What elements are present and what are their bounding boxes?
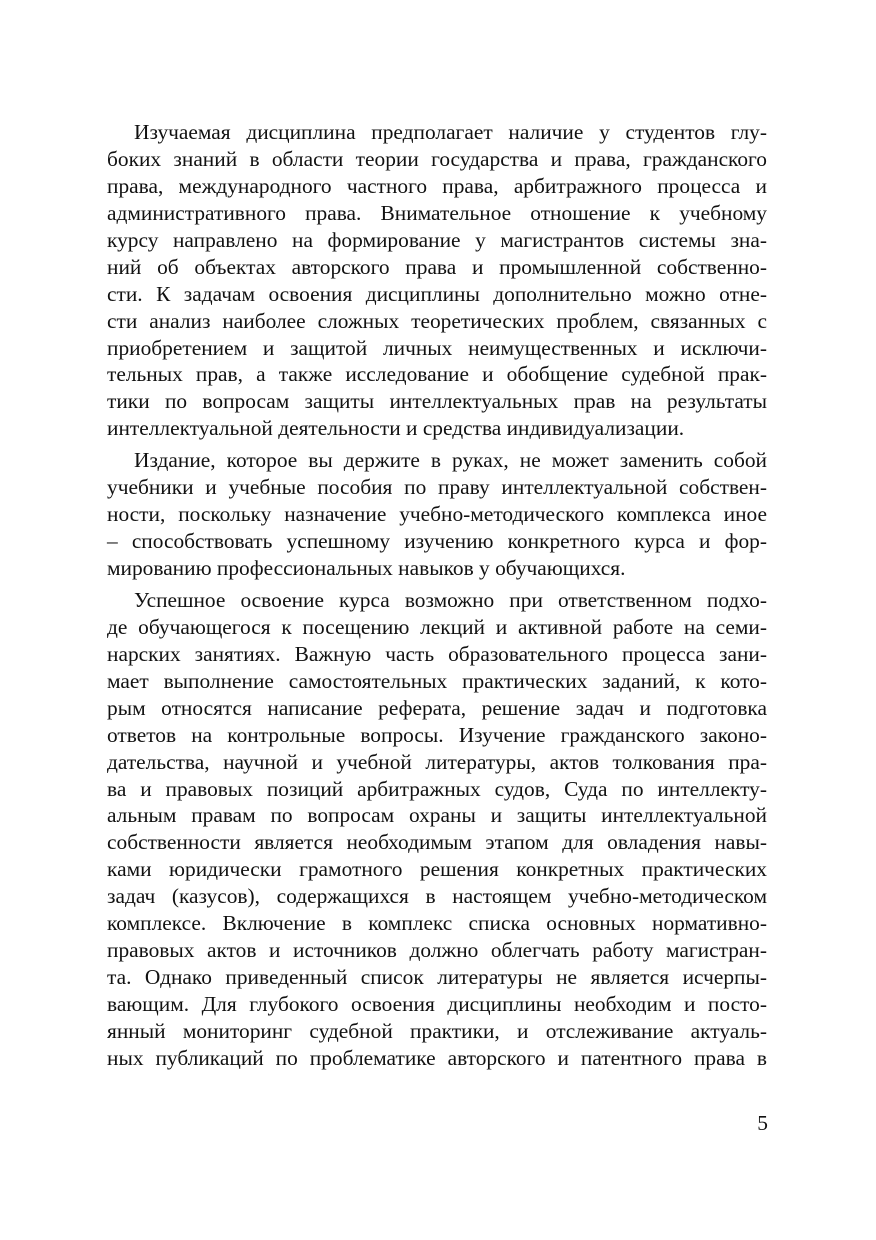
paragraph-1-line: Изучаемая дисциплина предполагает наличие у студентов глу- [134, 120, 767, 144]
paragraph-3-line: янный мониторинг судебной практики, и отслеживание актуаль- [107, 1018, 767, 1043]
paragraph-3-line: ответов на контрольные вопросы. Изучение гражданского законо- [107, 722, 767, 747]
paragraph-1-line: права, международного частного права, арбитражного процесса и [107, 173, 767, 198]
paragraph-3-line: нарских занятиях. Важную часть образовательного процесса зани- [107, 641, 767, 666]
paragraph-3-line: комплексе. Включение в комплекс списка основных нормативно- [107, 911, 767, 936]
paragraph-3-line: ва и правовых позиций арбитражных судов, Суда по интеллекту- [107, 776, 767, 801]
paragraph-1-line: курсу направлено на формирование у магистрантов системы зна- [107, 227, 767, 252]
paragraph-3-line: задач (казусов), содержащихся в настоящем учебно-методическом [107, 884, 767, 909]
paragraph-1-line: интеллектуальной деятельности и средства индивидуализации. [107, 416, 685, 441]
paragraph-1-line: административного права. Внимательное отношение к учебному [107, 200, 767, 225]
paragraph-2-line: – способствовать успешному изучению конкретного курса и фор- [107, 529, 767, 554]
paragraph-2-line: мированию профессиональных навыков у обучающихся. [107, 556, 626, 580]
paragraph-1-line: тики по вопросам защиты интеллектуальных прав на результаты [107, 389, 767, 414]
paragraph-3-line: дательства, научной и учебной литературы, актов толкования пра- [107, 749, 767, 774]
paragraph-3-line: мает выполнение самостоятельных практических заданий, к кото- [107, 668, 767, 693]
paragraph-3-line: собственности является необходимым этапом для овладения навы- [107, 830, 767, 855]
paragraph-3-line: альным правам по вопросам охраны и защиты интеллектуальной [107, 803, 767, 828]
paragraph-1-line: тельных прав, а также исследование и обобщение судебной прак- [107, 362, 767, 387]
paragraph-1-line: приобретением и защитой личных неимущественных и исключи- [107, 335, 767, 360]
paragraph-2-line: ности, поскольку назначение учебно-методического комплекса иное [107, 502, 767, 527]
paragraph-3-line: ных публикаций по проблематике авторского и патентного права в [107, 1045, 767, 1070]
paragraph-3-line: правовых актов и источников должно облегчать работу магистран- [107, 938, 767, 963]
paragraph-1-line: боких знаний в области теории государства и права, гражданского [107, 146, 767, 171]
paragraph-1-line: сти. К задачам освоения дисциплины дополнительно можно отне- [107, 281, 767, 306]
paragraph-3-line: вающим. Для глубокого освоения дисциплины необходим и посто- [107, 992, 767, 1016]
paragraph-3-line: Успешное освоение курса возможно при ответственном подхо- [134, 587, 767, 612]
paragraph-1-line: ний об объектах авторского права и промышленной собственно- [107, 254, 767, 279]
paragraph-3-line: ками юридически грамотного решения конкретных практических [107, 857, 767, 882]
paragraph-2-line: Издание, которое вы держите в руках, не может заменить собой [134, 448, 767, 473]
paragraph-3-line: де обучающегося к посещению лекций и активной работе на семи- [107, 614, 767, 639]
paragraph-1-line: сти анализ наиболее сложных теоретических проблем, связанных с [107, 308, 767, 333]
paragraph-3-line: рым относятся написание реферата, решение задач и подготовка [107, 695, 767, 720]
body-text [107, 119, 767, 1072]
page-number: 5 [757, 1111, 768, 1135]
paragraph-2-line: учебники и учебные пособия по праву интеллектуальной собствен- [107, 475, 767, 500]
paragraph-3-line: та. Однако приведенный список литературы не является исчерпы- [107, 965, 767, 990]
